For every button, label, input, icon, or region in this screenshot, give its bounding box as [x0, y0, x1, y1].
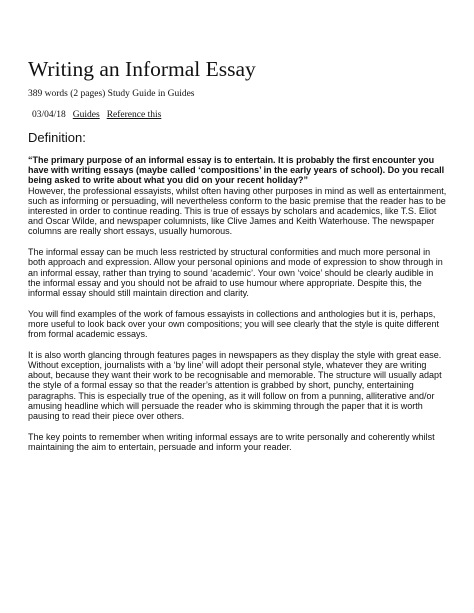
reference-link[interactable]: Reference this	[106, 110, 162, 120]
paragraph: You will find examples of the work of famous essayists in collections and anthologies but it is, perhaps, more useful to look back over your own compositions; you will see clearly that the style is quite different from formal academic essays.	[28, 308, 440, 340]
paragraph: The informal essay can be much less restricted by structural conformities and much more personal in both approach and expression. Allow your personal opinions and mode of expression to show through in an informal essay, rather than trying to sound ‘academic’. Your own ‘voice’ should be clearly audible in the informal essay and you should not be afraid to use humour where appropriate. Despite this, the informal essay should still maintain direction and clarity.	[28, 247, 443, 298]
dateline	[32, 109, 161, 121]
paragraph: It is also worth glancing through features pages in newspapers as they display the style with great ease. Without exception, journalists with a ‘by line’ will adopt their personal style, whatever they are writing about, because they want their work to be recognisable and memorable. The structure will usually adapt the style of a formal essay so that the reader’s attention is grabbed by short, punchy, entertaining paragraphs. This is especially true of the opening, as it will follow on from a punning, alliterative and/or amusing headline which will persuade the reader who is skimming through the paper that it is worth pausing to read their piece over others.	[28, 349, 442, 421]
category-link[interactable]: Guides	[72, 110, 100, 120]
section-heading: Definition:	[28, 130, 86, 145]
essay-body	[28, 155, 448, 463]
page-title: Writing an Informal Essay	[28, 57, 256, 81]
document-meta: 389 words (2 pages) Study Guide in Guides	[28, 89, 195, 99]
definition-quote: “The primary purpose of an informal essay is to entertain. It is probably the first encounter you have with writing essays (maybe called ‘compositions’ in the early years of school). Do you recall being asked to write about what you did on your recent holiday?”	[28, 155, 445, 186]
publish-date: 03/04/18	[32, 110, 66, 120]
paragraph: The key points to remember when writing informal essays are to write personally and coherently whilst maintaining the aim to entertain, persuade and inform your reader.	[28, 431, 435, 452]
paragraph: However, the professional essayists, whilst often having other purposes in mind as well as entertainment, such as informing or persuading, will nevertheless conform to the basic premise that the reader has to be interested in order to continue reading. This is true of essays by scholars and academics, like T.S. Eliot and Oscar Wilde, and newspaper columnists, like Clive James and Keith Waterhouse. The newspaper columns are really short essays, usually humorous.	[28, 185, 447, 237]
